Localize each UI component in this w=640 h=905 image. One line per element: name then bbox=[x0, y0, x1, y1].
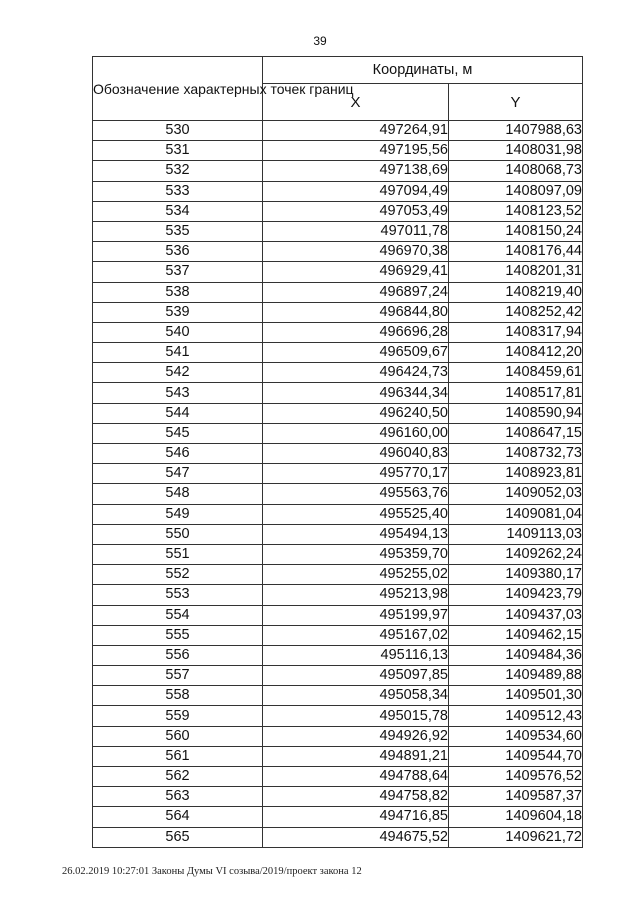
header-y: Y bbox=[449, 84, 583, 121]
table-row bbox=[93, 746, 583, 766]
point-cell: 530 bbox=[93, 121, 263, 141]
y-cell: 1409576,52 bbox=[449, 767, 583, 787]
y-cell: 1408412,20 bbox=[449, 343, 583, 363]
point-cell: 553 bbox=[93, 585, 263, 605]
header-coordinates: Координаты, м bbox=[263, 57, 583, 84]
y-cell: 1408150,24 bbox=[449, 221, 583, 241]
table-body bbox=[93, 121, 583, 848]
table-header bbox=[93, 57, 583, 121]
point-cell: 534 bbox=[93, 201, 263, 221]
table-row bbox=[93, 767, 583, 787]
x-cell: 495167,02 bbox=[263, 625, 449, 645]
y-cell: 1409437,03 bbox=[449, 605, 583, 625]
point-cell: 535 bbox=[93, 221, 263, 241]
x-cell: 496509,67 bbox=[263, 343, 449, 363]
point-cell: 555 bbox=[93, 625, 263, 645]
table-row bbox=[93, 504, 583, 524]
y-cell: 1408219,40 bbox=[449, 282, 583, 302]
y-cell: 1409534,60 bbox=[449, 726, 583, 746]
y-cell: 1408068,73 bbox=[449, 161, 583, 181]
y-cell: 1409113,03 bbox=[449, 524, 583, 544]
x-cell: 495255,02 bbox=[263, 565, 449, 585]
table-row bbox=[93, 383, 583, 403]
point-cell: 536 bbox=[93, 242, 263, 262]
x-cell: 497264,91 bbox=[263, 121, 449, 141]
point-cell: 558 bbox=[93, 686, 263, 706]
point-cell: 564 bbox=[93, 807, 263, 827]
table-row bbox=[93, 585, 583, 605]
x-cell: 497011,78 bbox=[263, 221, 449, 241]
point-cell: 542 bbox=[93, 363, 263, 383]
point-cell: 550 bbox=[93, 524, 263, 544]
point-cell: 544 bbox=[93, 403, 263, 423]
table-row bbox=[93, 141, 583, 161]
x-cell: 496897,24 bbox=[263, 282, 449, 302]
y-cell: 1409081,04 bbox=[449, 504, 583, 524]
table-row bbox=[93, 343, 583, 363]
point-cell: 559 bbox=[93, 706, 263, 726]
y-cell: 1407988,63 bbox=[449, 121, 583, 141]
x-cell: 496970,38 bbox=[263, 242, 449, 262]
y-cell: 1409587,37 bbox=[449, 787, 583, 807]
point-cell: 543 bbox=[93, 383, 263, 403]
x-cell: 496040,83 bbox=[263, 444, 449, 464]
table-row bbox=[93, 262, 583, 282]
table-row bbox=[93, 181, 583, 201]
y-cell: 1409380,17 bbox=[449, 565, 583, 585]
point-cell: 561 bbox=[93, 746, 263, 766]
point-cell: 539 bbox=[93, 302, 263, 322]
x-cell: 494758,82 bbox=[263, 787, 449, 807]
y-cell: 1408176,44 bbox=[449, 242, 583, 262]
table-row bbox=[93, 161, 583, 181]
point-cell: 554 bbox=[93, 605, 263, 625]
y-cell: 1409489,88 bbox=[449, 666, 583, 686]
table-row bbox=[93, 363, 583, 383]
table-row bbox=[93, 706, 583, 726]
point-cell: 545 bbox=[93, 423, 263, 443]
point-cell: 540 bbox=[93, 322, 263, 342]
y-cell: 1409604,18 bbox=[449, 807, 583, 827]
y-cell: 1408097,09 bbox=[449, 181, 583, 201]
table-row bbox=[93, 464, 583, 484]
x-cell: 494926,92 bbox=[263, 726, 449, 746]
point-cell: 541 bbox=[93, 343, 263, 363]
x-cell: 496160,00 bbox=[263, 423, 449, 443]
x-cell: 495116,13 bbox=[263, 645, 449, 665]
x-cell: 494675,52 bbox=[263, 827, 449, 847]
table-row bbox=[93, 807, 583, 827]
y-cell: 1409512,43 bbox=[449, 706, 583, 726]
y-cell: 1408252,42 bbox=[449, 302, 583, 322]
x-cell: 496424,73 bbox=[263, 363, 449, 383]
y-cell: 1408317,94 bbox=[449, 322, 583, 342]
x-cell: 495015,78 bbox=[263, 706, 449, 726]
x-cell: 495213,98 bbox=[263, 585, 449, 605]
table-row bbox=[93, 444, 583, 464]
table-row bbox=[93, 726, 583, 746]
y-cell: 1409423,79 bbox=[449, 585, 583, 605]
x-cell: 496696,28 bbox=[263, 322, 449, 342]
y-cell: 1409462,15 bbox=[449, 625, 583, 645]
point-cell: 537 bbox=[93, 262, 263, 282]
table-row bbox=[93, 221, 583, 241]
table-row bbox=[93, 625, 583, 645]
y-cell: 1409484,36 bbox=[449, 645, 583, 665]
y-cell: 1408647,15 bbox=[449, 423, 583, 443]
point-cell: 560 bbox=[93, 726, 263, 746]
table-row bbox=[93, 524, 583, 544]
table-row bbox=[93, 666, 583, 686]
coordinates-table bbox=[92, 56, 583, 848]
point-cell: 548 bbox=[93, 484, 263, 504]
point-cell: 532 bbox=[93, 161, 263, 181]
table-row bbox=[93, 282, 583, 302]
y-cell: 1408517,81 bbox=[449, 383, 583, 403]
point-cell: 533 bbox=[93, 181, 263, 201]
y-cell: 1408590,94 bbox=[449, 403, 583, 423]
table-row bbox=[93, 645, 583, 665]
header-point-designation: Обозначение характерных точек границ bbox=[93, 57, 263, 121]
point-cell: 551 bbox=[93, 544, 263, 564]
point-cell: 565 bbox=[93, 827, 263, 847]
y-cell: 1408923,81 bbox=[449, 464, 583, 484]
point-cell: 549 bbox=[93, 504, 263, 524]
y-cell: 1409501,30 bbox=[449, 686, 583, 706]
table-row bbox=[93, 403, 583, 423]
x-cell: 496344,34 bbox=[263, 383, 449, 403]
y-cell: 1408459,61 bbox=[449, 363, 583, 383]
y-cell: 1409621,72 bbox=[449, 827, 583, 847]
header-x: X bbox=[263, 84, 449, 121]
point-cell: 556 bbox=[93, 645, 263, 665]
table-row bbox=[93, 242, 583, 262]
x-cell: 495770,17 bbox=[263, 464, 449, 484]
table-row bbox=[93, 686, 583, 706]
table-row bbox=[93, 201, 583, 221]
x-cell: 495097,85 bbox=[263, 666, 449, 686]
x-cell: 497138,69 bbox=[263, 161, 449, 181]
table-row bbox=[93, 787, 583, 807]
point-cell: 547 bbox=[93, 464, 263, 484]
point-cell: 531 bbox=[93, 141, 263, 161]
x-cell: 495199,97 bbox=[263, 605, 449, 625]
table-row bbox=[93, 605, 583, 625]
x-cell: 497094,49 bbox=[263, 181, 449, 201]
y-cell: 1409262,24 bbox=[449, 544, 583, 564]
point-cell: 563 bbox=[93, 787, 263, 807]
table-row bbox=[93, 544, 583, 564]
table-row bbox=[93, 484, 583, 504]
point-cell: 552 bbox=[93, 565, 263, 585]
y-cell: 1408201,31 bbox=[449, 262, 583, 282]
x-cell: 495563,76 bbox=[263, 484, 449, 504]
page-number: 39 bbox=[313, 34, 327, 48]
x-cell: 497053,49 bbox=[263, 201, 449, 221]
table-row bbox=[93, 302, 583, 322]
x-cell: 495494,13 bbox=[263, 524, 449, 544]
x-cell: 495525,40 bbox=[263, 504, 449, 524]
point-cell: 538 bbox=[93, 282, 263, 302]
table-row bbox=[93, 322, 583, 342]
table-row bbox=[93, 121, 583, 141]
table-row bbox=[93, 423, 583, 443]
y-cell: 1408031,98 bbox=[449, 141, 583, 161]
point-cell: 562 bbox=[93, 767, 263, 787]
table-row bbox=[93, 827, 583, 847]
x-cell: 494788,64 bbox=[263, 767, 449, 787]
x-cell: 494891,21 bbox=[263, 746, 449, 766]
y-cell: 1408732,73 bbox=[449, 444, 583, 464]
x-cell: 496929,41 bbox=[263, 262, 449, 282]
table-row bbox=[93, 565, 583, 585]
point-cell: 546 bbox=[93, 444, 263, 464]
x-cell: 495058,34 bbox=[263, 686, 449, 706]
x-cell: 496844,80 bbox=[263, 302, 449, 322]
point-cell: 557 bbox=[93, 666, 263, 686]
y-cell: 1408123,52 bbox=[449, 201, 583, 221]
x-cell: 497195,56 bbox=[263, 141, 449, 161]
footer-note: 26.02.2019 10:27:01 Законы Думы VI созыва/2019/проект закона 12 bbox=[62, 866, 362, 877]
x-cell: 495359,70 bbox=[263, 544, 449, 564]
x-cell: 496240,50 bbox=[263, 403, 449, 423]
y-cell: 1409052,03 bbox=[449, 484, 583, 504]
x-cell: 494716,85 bbox=[263, 807, 449, 827]
y-cell: 1409544,70 bbox=[449, 746, 583, 766]
